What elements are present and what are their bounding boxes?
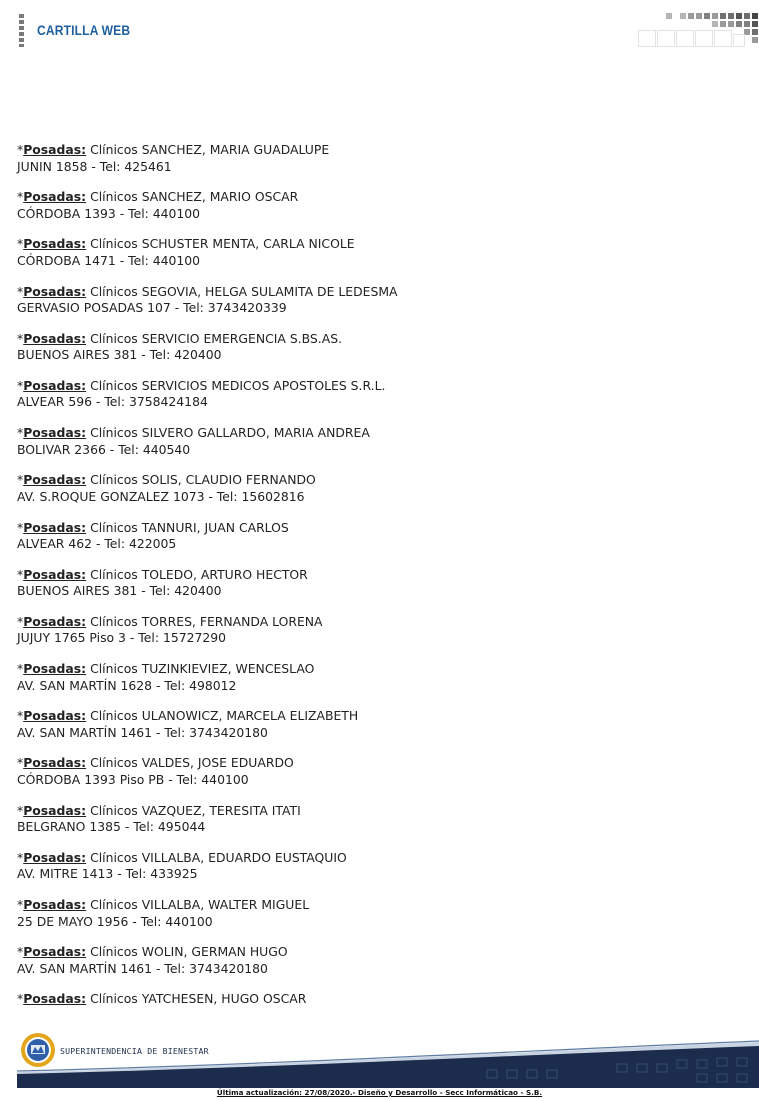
list-item: *Posadas: Clínicos WOLIN, GERMAN HUGO AV. SAN MARTÍN 1461 - Tel: 3743420180 [17,944,288,976]
list-item: *Posadas: Clínicos SANCHEZ, MARIO OSCAR CÓRDOBA 1393 - Tel: 440100 [17,189,299,221]
header-decoration [636,10,759,48]
footer-organization: SUPERINTENDENCIA DE BIENESTAR [60,1046,209,1056]
list-item: *Posadas: Clínicos SEGOVIA, HELGA SULAMITA DE LEDESMA GERVASIO POSADAS 107 - Tel: 3743420339 [17,283,398,316]
provider-name: SOLIS, CLAUDIO FERNANDO [141,472,316,488]
emblem-icon [20,1032,56,1068]
province-label: Posadas: [23,944,87,960]
provider-name: SERVICIO EMERGENCIA S.BS.AS. [141,330,343,346]
provider-name: SERVICIOS MEDICOS APOSTOLES S.R.L. [141,377,386,393]
provider-name: VILLALBA, EDUARDO EUSTAQUIO [141,849,347,865]
list-item: *Posadas: Clínicos TANNURI, JUAN CARLOS ALVEAR 462 - Tel: 422005 [17,519,289,551]
list-item: *Posadas: Clínicos SILVERO GALLARDO, MARIA ANDREA BOLIVAR 2366 - Tel: 440540 [17,425,370,457]
provider-list [17,142,737,1039]
list-item: *Posadas: Clínicos ULANOWICZ, MARCELA ELIZABETH AV. SAN MARTÍN 1461 - Tel: 3743420180 [17,708,359,740]
province-label: Posadas: [23,849,87,865]
province-label: Posadas: [23,330,87,346]
list-item: *Posadas: Clínicos VALDES, JOSE EDUARDO CÓRDOBA 1393 Piso PB - Tel: 440100 [17,755,294,787]
province-label: Posadas: [23,802,87,818]
provider-name: YATCHESEN, HUGO OSCAR [141,991,307,1007]
provider-name: SANCHEZ, MARIO OSCAR [141,189,299,205]
footer-update-text: Última actualización: 27/08/2020.- Diseño y Desarrollo - Secc Informáticao - S.B. [216,1088,543,1097]
province-label: Posadas: [23,142,87,157]
page-header [0,0,759,60]
province-label: Posadas: [23,236,87,252]
province-label: Posadas: [23,708,87,724]
provider-name: TANNURI, JUAN CARLOS [141,519,289,535]
provider-name: TUZINKIEVIEZ, WENCESLAO [141,661,315,677]
provider-name: WOLIN, GERMAN HUGO [141,944,288,960]
list-item: *Posadas: Clínicos SANCHEZ, MARIA GUADALUPE JUNIN 1858 - Tel: 425461 [17,142,330,174]
list-item: *Posadas: Clínicos TOLEDO, ARTURO HECTOR BUENOS AIRES 381 - Tel: 420400 [17,566,308,599]
province-label: Posadas: [23,472,87,488]
list-item: *Posadas: Clínicos VAZQUEZ, TERESITA ITATI BELGRANO 1385 - Tel: 495044 [17,802,301,835]
provider-name: SILVERO GALLARDO, MARIA ANDREA [141,425,370,441]
provider-name: TORRES, FERNANDA LORENA [141,613,323,629]
provider-name: SANCHEZ, MARIA GUADALUPE [141,142,330,157]
list-item: *Posadas: Clínicos TUZINKIEVIEZ, WENCESLAO AV. SAN MARTÍN 1628 - Tel: 498012 [17,661,315,693]
province-label: Posadas: [23,613,87,629]
provider-name: VILLALBA, WALTER MIGUEL [141,897,310,912]
province-label: Posadas: [23,755,87,771]
province-label: Posadas: [23,377,87,393]
list-item: *Posadas: Clínicos YATCHESEN, HUGO OSCAR [17,991,307,1007]
list-item: *Posadas: Clínicos SERVICIO EMERGENCIA S.BS.AS. BUENOS AIRES 381 - Tel: 420400 [17,330,343,363]
header-marker [19,14,24,47]
provider-name: SEGOVIA, HELGA SULAMITA DE LEDESMA [141,283,398,299]
list-item: *Posadas: Clínicos SOLIS, CLAUDIO FERNANDO AV. S.ROQUE GONZALEZ 1073 - Tel: 15602816 [17,472,316,504]
province-label: Posadas: [23,566,87,582]
list-item: *Posadas: Clínicos VILLALBA, WALTER MIGUEL 25 DE MAYO 1956 - Tel: 440100 [17,897,310,929]
provider-name: TOLEDO, ARTURO HECTOR [141,566,308,582]
province-label: Posadas: [23,661,87,677]
page-title: CARTILLA WEB [37,22,131,38]
province-label: Posadas: [23,897,87,912]
province-label: Posadas: [23,425,87,441]
provider-name: ULANOWICZ, MARCELA ELIZABETH [141,708,359,724]
provider-name: VAZQUEZ, TERESITA ITATI [141,802,301,818]
province-label: Posadas: [23,991,87,1007]
provider-name: SCHUSTER MENTA, CARLA NICOLE [141,236,355,252]
list-item: *Posadas: Clínicos SERVICIOS MEDICOS APOSTOLES S.R.L. ALVEAR 596 - Tel: 3758424184 [17,377,386,410]
list-item: *Posadas: Clínicos TORRES, FERNANDA LORENA JUJUY 1765 Piso 3 - Tel: 15727290 [17,613,323,646]
list-item: *Posadas: Clínicos SCHUSTER MENTA, CARLA NICOLE CÓRDOBA 1471 - Tel: 440100 [17,236,355,268]
province-label: Posadas: [23,189,87,205]
province-label: Posadas: [23,283,87,299]
provider-name: VALDES, JOSE EDUARDO [141,755,294,771]
list-item: *Posadas: Clínicos VILLALBA, EDUARDO EUSTAQUIO AV. MITRE 1413 - Tel: 433925 [17,849,347,882]
province-label: Posadas: [23,519,87,535]
